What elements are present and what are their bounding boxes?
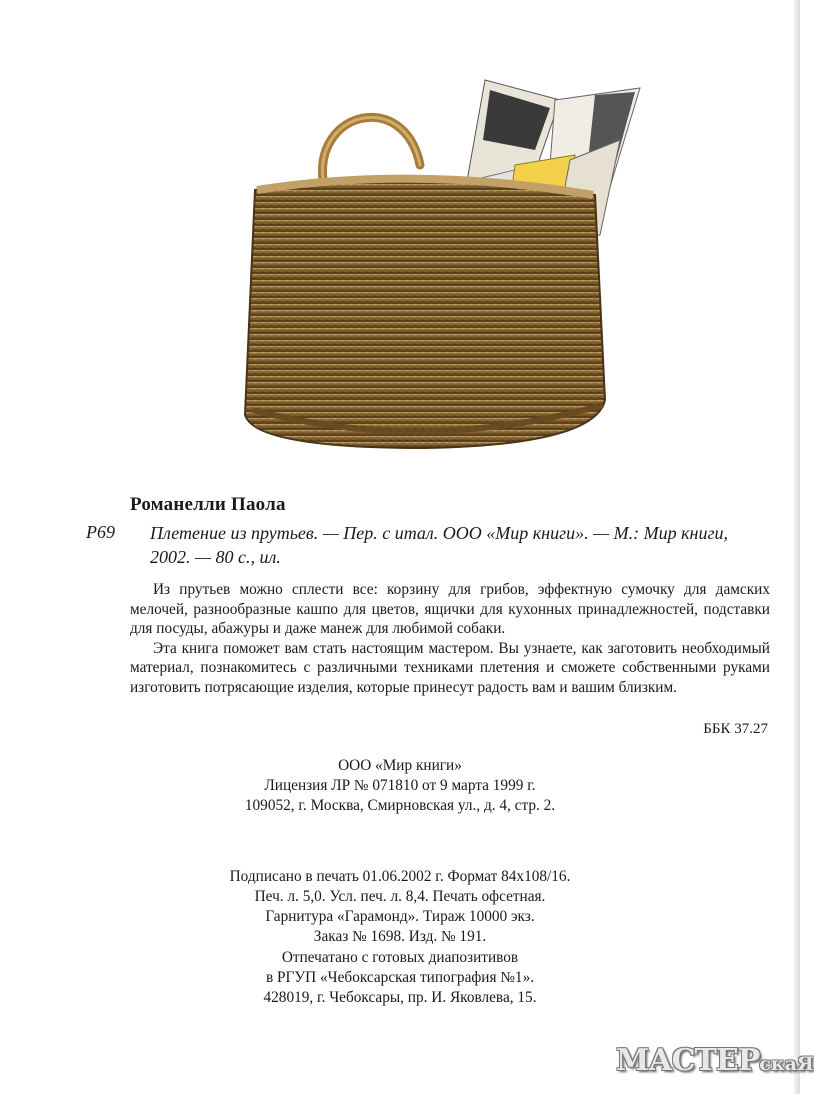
author-name: Романелли Паола xyxy=(130,494,286,515)
publisher-line: 109052, г. Москва, Смирновская ул., д. 4, стр. 2. xyxy=(244,797,556,814)
watermark-big: МАСТЕР xyxy=(616,1043,760,1078)
printhouse-line: 428019, г. Чебоксары, пр. И. Яковлева, 15. xyxy=(263,989,537,1006)
catalog-code: Р69 xyxy=(86,522,115,542)
printing-info xyxy=(0,867,800,947)
basket-handle xyxy=(322,117,420,180)
printhouse-info xyxy=(0,948,800,1008)
abstract-paragraph: Из прутьев можно сплести все: корзину для грибов, эффектную сумочку для дамских мелочей, разнообразные кашпо для цветов, ящички для кухонных принадлежностей, подставки для посуды, абажуры и даже манеж для любимой собаки. xyxy=(130,581,770,637)
printing-line: Печ. л. 5,0. Усл. печ. л. 8,4. Печать офсетная. xyxy=(254,888,546,905)
bbk-code: ББК 37.27 xyxy=(703,721,768,737)
printhouse-line: в РГУП «Чебоксарская типография №1». xyxy=(265,969,535,986)
printhouse-line: Отпечатано с готовых диапозитивов xyxy=(281,949,519,966)
watermark-logo xyxy=(616,1043,814,1078)
publisher-line: ООО «Мир книги» xyxy=(338,757,462,774)
printing-line: Гарнитура «Гарамонд». Тираж 10000 экз. xyxy=(265,908,535,925)
printing-line: Заказ № 1698. Изд. № 191. xyxy=(313,928,487,945)
wicker-basket-photo xyxy=(215,70,625,470)
bibliographic-description: Плетение из прутьев. — Пер. с итал. ООО «Мир книги». — М.: Мир книги, 2002. — 80 с., ил. xyxy=(150,523,728,567)
abstract-paragraph: Эта книга поможет вам стать настоящим мастером. Вы узнаете, как заготовить необходимый материал, познакомитесь с различными техниками плетения и сможете собственными руками изготовить потрясающие изделия, которые принесут радость вам и вашим близким. xyxy=(130,639,770,696)
publisher-info xyxy=(0,756,800,816)
basket-body xyxy=(245,179,605,448)
book-abstract xyxy=(130,580,770,697)
publisher-line: Лицензия ЛР № 071810 от 9 марта 1999 г. xyxy=(264,777,536,794)
printing-line: Подписано в печать 01.06.2002 г. Формат 84х108/16. xyxy=(229,868,571,885)
watermark-small: скаЯ xyxy=(759,1053,814,1075)
